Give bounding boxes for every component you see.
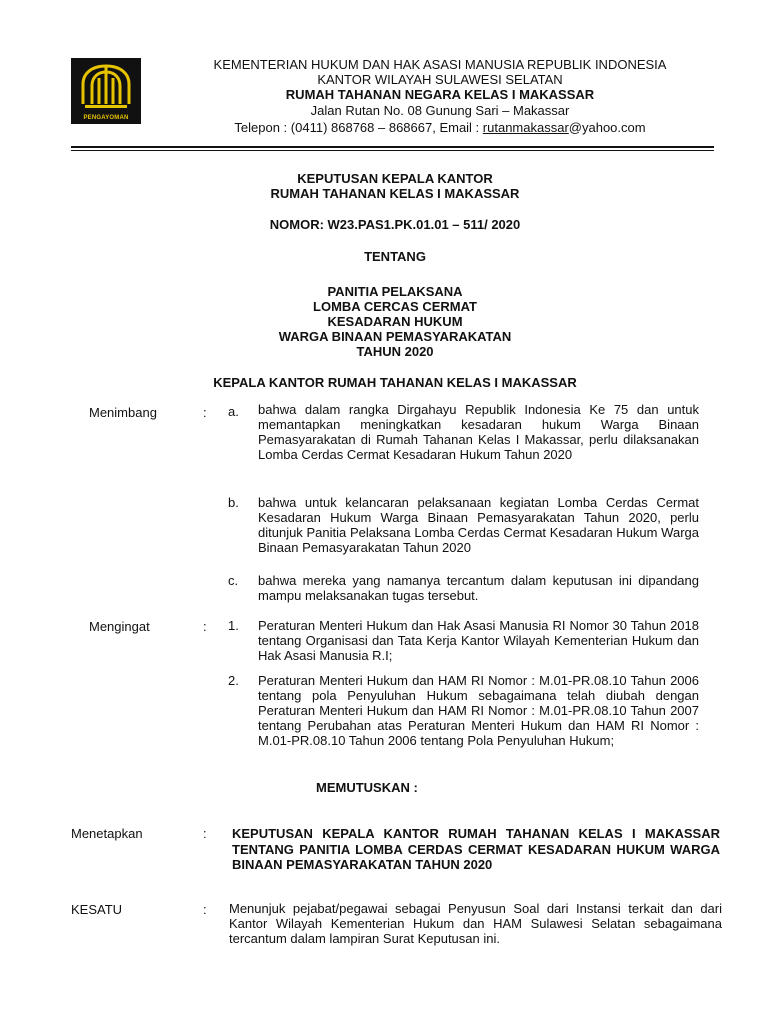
menimbang-c-mark: c. bbox=[228, 573, 239, 588]
mengingat-colon: : bbox=[203, 619, 207, 634]
contact-line bbox=[150, 120, 730, 136]
header-rule-thick bbox=[71, 146, 714, 148]
menimbang-b-text: bahwa untuk kelancaran pelaksanaan kegiatan Lomba Cerdas Cermat Kesadaran Hukum Warga Binaan Pemasyarakatan Tahun 2020, perlu ditunjuk Panitia Pelaksana Lomba Cerdas Cermat Kesadaran Hukum Warga Binaan Pemasyarakatan Tahun 2020 bbox=[258, 495, 699, 555]
mengingat-label: Mengingat bbox=[89, 619, 150, 634]
decree-title-2: RUMAH TAHANAN KELAS I MAKASSAR bbox=[270, 186, 520, 201]
ministry-name: KEMENTERIAN HUKUM DAN HAK ASASI MANUSIA REPUBLIK INDONESIA bbox=[213, 57, 667, 72]
authority-heading: KEPALA KANTOR RUMAH TAHANAN KELAS I MAKASSAR bbox=[213, 375, 577, 390]
menimbang-b-mark: b. bbox=[228, 495, 239, 510]
menimbang-colon: : bbox=[203, 405, 207, 420]
kesatu-label: KESATU bbox=[71, 902, 123, 917]
memutuskan-heading: MEMUTUSKAN : bbox=[316, 780, 418, 795]
mengingat-2-text: Peraturan Menteri Hukum dan HAM RI Nomor : M.01-PR.08.10 Tahun 2006 tentang pola Penyuluhan Hukum sebagaimana telah diubah dengan Peraturan Menteri Hukum dan HAM RI Nomor : M.01-PR.08.10 Tahun 2007 tentang Perubahan atas Peraturan Menteri Hukum dan HAM RI Nomor : M.01-PR.08.10 Tahun 2006 tentang Pola Penyuluhan Hukum; bbox=[258, 673, 699, 748]
phone-text: Telepon : (0411) 868768 – 868667, Email : bbox=[234, 120, 483, 135]
pengayoman-logo bbox=[71, 58, 141, 124]
menimbang-label: Menimbang bbox=[89, 405, 157, 420]
header-rule-thin bbox=[71, 150, 714, 151]
mengingat-2-mark: 2. bbox=[228, 673, 239, 688]
mengingat-1-text: Peraturan Menteri Hukum dan Hak Asasi Manusia RI Nomor 30 Tahun 2018 tentang Organisasi dan Tata Kerja Kantor Wilayah Kementerian Hukum dan Hak Asasi Manusia R.I; bbox=[258, 618, 699, 663]
decree-number: NOMOR: W23.PAS1.PK.01.01 – 511/ 2020 bbox=[269, 217, 521, 232]
subject-line-2: LOMBA CERCAS CERMAT bbox=[313, 299, 477, 314]
subject-line-3: KESADARAN HUKUM bbox=[327, 314, 463, 329]
menetapkan-colon: : bbox=[203, 826, 207, 841]
subject-line-5: TAHUN 2020 bbox=[356, 344, 434, 359]
subject-line-1: PANITIA PELAKSANA bbox=[327, 284, 463, 299]
regional-office: KANTOR WILAYAH SULAWESI SELATAN bbox=[317, 72, 563, 87]
tentang-heading: TENTANG bbox=[364, 249, 426, 264]
subject-line-4: WARGA BINAAN PEMASYARAKATAN bbox=[278, 329, 512, 344]
logo-caption: PENGAYOMAN bbox=[83, 115, 129, 121]
institution-name: RUMAH TAHANAN NEGARA KELAS I MAKASSAR bbox=[285, 87, 595, 102]
address: Jalan Rutan No. 08 Gunung Sari – Makassar bbox=[310, 103, 570, 118]
menimbang-a-text: bahwa dalam rangka Dirgahayu Republik Indonesia Ke 75 dan untuk memantapkan meningkatkan kesadaran hukum Warga Binaan Pemasyarakatan di Rumah Tahanan Kelas I Makassar, perlu dilaksanakan Lomba Cerdas Cermat Kesadaran Hukum Tahun 2020 bbox=[258, 402, 699, 462]
kesatu-colon: : bbox=[203, 902, 207, 917]
menetapkan-label: Menetapkan bbox=[71, 826, 143, 841]
menimbang-a-mark: a. bbox=[228, 404, 239, 419]
menimbang-c-text: bahwa mereka yang namanya tercantum dalam keputusan ini dipandang mampu melaksanakan tugas tersebut. bbox=[258, 573, 699, 603]
menetapkan-text: KEPUTUSAN KEPALA KANTOR RUMAH TAHANAN KELAS I MAKASSAR TENTANG PANITIA LOMBA CERDAS CERMAT KESADARAN HUKUM WARGA BINAAN PEMASYARAKATAN TAHUN 2020 bbox=[232, 826, 720, 872]
kesatu-text: Menunjuk pejabat/pegawai sebagai Penyusun Soal dari Instansi terkait dan dari Kantor Wilayah Kementerian Hukum dan HAM Sulawesi Selatan sebagaimana tercantum dalam lampiran Surat Keputusan ini. bbox=[229, 901, 722, 946]
email-link[interactable]: rutanmakassar bbox=[482, 120, 569, 135]
decree-title-1: KEPUTUSAN KEPALA KANTOR bbox=[297, 171, 493, 186]
email-domain: @yahoo.com bbox=[568, 120, 646, 135]
mengingat-1-mark: 1. bbox=[228, 618, 239, 633]
